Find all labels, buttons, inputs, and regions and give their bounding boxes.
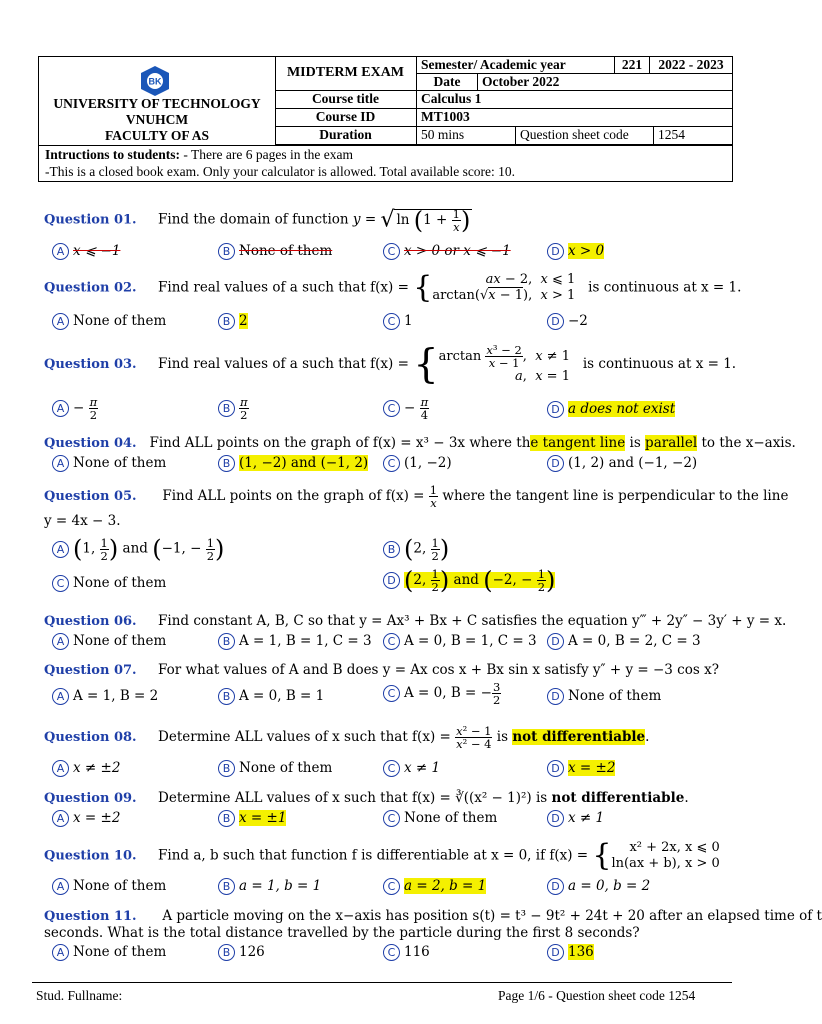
course-id-value: MT1003 [417,109,732,127]
instructions-label: Intructions to students: [45,147,181,162]
q07-option-d[interactable]: D None of them [547,688,661,705]
duration-label: Duration [275,127,417,145]
course-title-label: Course title [275,91,417,109]
exam-header [38,56,733,182]
question-sheet-code-label: Question sheet code [516,127,654,145]
question-03: Question 03. Find real values of a such that f(x) = {arctan $\frac{\text{x³ − 2}}{x - 1}$ , x ≠ 1 a, x = 1 is continuous at x = 1. [44,341,737,388]
question-09: Question 09. Determine ALL values of x such that f(x) = ∛((x² − 1)²) is not differentiable. [44,790,689,806]
q03-option-a[interactable]: A − $\frac{\pi}{2}$ [52,396,98,421]
q05-option-c[interactable]: C None of them [52,575,166,592]
q01-option-c[interactable]: C x > 0 or x ⩽ −1 [383,243,511,260]
date-label: Date [417,74,478,91]
question-04: Question 04. Find ALL points on the graph of f(x) = x³ − 3x where the tangent line is parallel to the x−axis. [44,435,796,451]
semester-value: 221 [615,57,650,74]
q04-option-d[interactable]: D (1, 2) and (−1, −2) [547,455,697,472]
q02-option-b[interactable]: B 2 [218,313,248,330]
university-logo-icon [139,65,171,97]
q03-option-b[interactable]: B $\frac{\pi}{2}$ [218,396,249,421]
q09-option-a[interactable]: A x = ±2 [52,810,120,827]
question-10: Question 10. Find a, b such that function f is differentiable at x = 0, if f(x) = { x² + 2x, x ⩽ 0 ln(ax + b), x > 0 [44,838,720,873]
semester-label: Semester/ Academic year [417,57,615,74]
faculty: FACULTY OF AS [104,128,210,143]
q11-option-a[interactable]: A None of them [52,944,166,961]
q05-option-b[interactable]: B (2, $\frac{1}{2}$ ) [383,535,449,563]
q05-option-a[interactable]: A (1, $\frac{1}{2}$ ) and (−1, − $\frac{1}{2}$ ) [52,535,224,563]
q10-option-b[interactable]: B a = 1, b = 1 [218,878,321,895]
q09-option-c[interactable]: C None of them [383,810,497,827]
q07-option-b[interactable]: B A = 0, B = 1 [218,688,324,705]
q11-option-d[interactable]: D 136 [547,944,594,961]
year-value: 2022 - 2023 [650,57,732,74]
university-block [39,57,276,145]
q05-option-d[interactable]: D (2, $\frac{1}{2}$ ) and (−2, − $\frac{1}{2}$ ) [383,566,555,594]
page-indicator: Page 1/6 - Question sheet code 1254 [498,988,696,1003]
footer-divider [32,982,732,983]
q02-option-a[interactable]: A None of them [52,313,166,330]
q04-option-c[interactable]: C (1, −2) [383,455,452,472]
question-11-line2: seconds. What is the total distance travelled by the particle during the first 8 seconds? [44,925,640,941]
q08-option-c[interactable]: C x ≠ 1 [383,760,440,777]
q06-option-b[interactable]: B A = 1, B = 1, C = 3 [218,633,372,650]
q03-option-d[interactable]: D a does not exist [547,401,675,418]
duration-value: 50 mins [417,127,516,145]
student-fullname-label: Stud. Fullname: [36,988,123,1003]
question-07: Question 07. For what values of A and B does y = Ax cos x + Bx sin x satisfy y″ + y = −3 cos x? [44,662,719,678]
q08-option-d[interactable]: D x = ±2 [547,760,615,777]
q01-option-a[interactable]: A x ⩽ −1 [52,243,120,260]
q10-option-c[interactable]: C a = 2, b = 1 [383,878,486,895]
q09-option-d[interactable]: D x ≠ 1 [547,810,604,827]
vnuhcm: VNUHCM [125,112,189,127]
q08-option-a[interactable]: A x ≠ ±2 [52,760,120,777]
q11-option-b[interactable]: B 126 [218,944,265,961]
q01-option-b[interactable]: B None of them [218,243,332,260]
question-sheet-code-value: 1254 [654,127,732,145]
question-06: Question 06. Find constant A, B, C so that y = Ax³ + Bx + C satisfies the equation y‴ + 2y″ − 3y′ + y = x. [44,613,787,629]
q06-option-c[interactable]: C A = 0, B = 1, C = 3 [383,633,537,650]
instructions-line2: -This is a closed book exam. Only your calculator is allowed. Total available score: 10. [45,164,516,179]
course-title-value: Calculus 1 [417,91,732,109]
question-08: Question 08. Determine ALL values of x such that f(x) = $\frac{\text{x² − 1}}{\text{x² − 4}}$ is not differentiable. [44,724,650,751]
svg-text:BK: BK [148,76,162,87]
q06-option-d[interactable]: D A = 0, B = 2, C = 3 [547,633,701,650]
q10-option-a[interactable]: A None of them [52,878,166,895]
q08-option-b[interactable]: B None of them [218,760,332,777]
q07-option-a[interactable]: A A = 1, B = 2 [52,688,158,705]
q02-option-d[interactable]: D −2 [547,313,588,330]
q11-option-c[interactable]: C 116 [383,944,430,961]
q06-option-a[interactable]: A None of them [52,633,166,650]
q04-option-b[interactable]: B (1, −2) and (−1, 2) [218,455,368,472]
q09-option-b[interactable]: B x = ±1 [218,810,286,827]
course-id-label: Course ID [275,109,417,127]
question-02: Question 02. Find real values of a such that f(x) = { ax − 2, x ⩽ 1 arctan(√x − 1), x > 1 is continuous at x = 1. [44,270,742,305]
university-name: UNIVERSITY OF TECHNOLOGY [53,96,261,111]
question-01: Question 01. Find the domain of function y = √ ln (1 + $\frac{1}{x}$ ) [44,206,471,234]
instructions [39,145,732,181]
q03-option-c[interactable]: C − $\frac{\pi}{4}$ [383,396,429,421]
q07-option-c[interactable]: C A = 0, B = − $\frac{3}{2}$ [383,681,501,706]
q04-option-a[interactable]: A None of them [52,455,166,472]
q01-option-d[interactable]: D x > 0 [547,243,604,260]
date-value: October 2022 [478,74,732,91]
question-05: Question 05. Find ALL points on the graph of f(x) = $\frac{1}{x}$ where the tangent line is perpendicular to the line [44,483,789,510]
q10-option-d[interactable]: D a = 0, b = 2 [547,878,650,895]
instructions-line1: - There are 6 pages in the exam [180,147,353,162]
exam-title: MIDTERM EXAM [275,57,417,91]
q02-option-c[interactable]: C 1 [383,313,413,330]
question-05-line2: y = 4x − 3. [44,513,121,529]
question-11: Question 11. A particle moving on the x−axis has position s(t) = t³ − 9t² + 24t + 20 after an elapsed time of t [44,908,822,924]
